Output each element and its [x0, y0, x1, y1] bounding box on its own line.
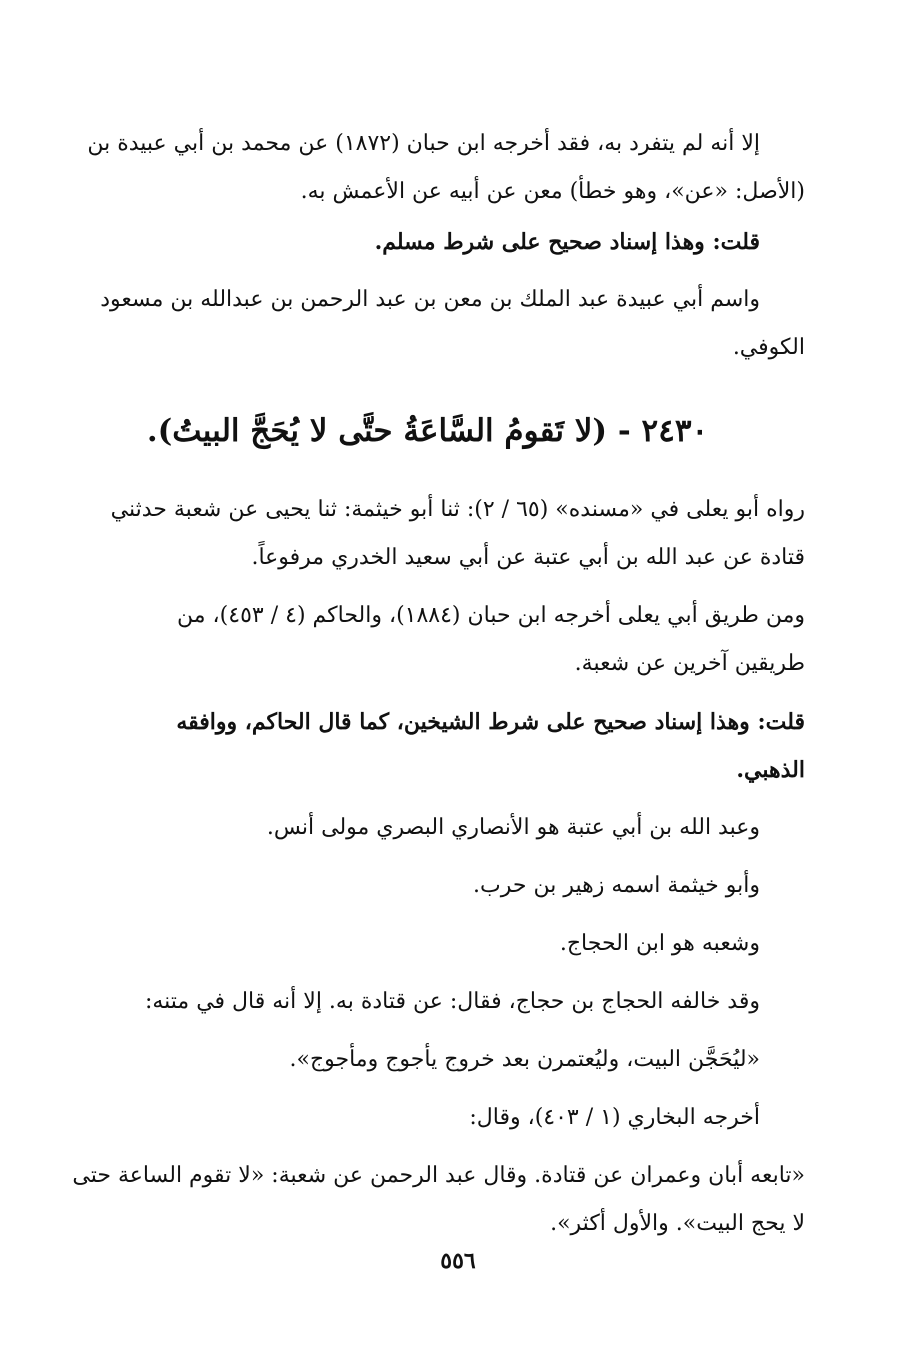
- paragraph-4-line-2: قتادة عن عبد الله بن أبي عتبة عن أبي سعيد الخدري مرفوعاً.: [251, 545, 805, 570]
- paragraph-11: [50, 1036, 805, 1084]
- paragraph-1: [50, 120, 805, 216]
- paragraph-13-line-1: «تابعه أبان وعمران عن قتادة. وقال عبد الرحمن عن شعبة: «لا تقوم الساعة حتى: [72, 1163, 805, 1188]
- paragraph-7-line-1: وعبد الله بن أبي عتبة هو الأنصاري البصري مولى أنس.: [266, 815, 760, 840]
- paragraph-5-line-2: طريقين آخرين عن شعبة.: [574, 651, 805, 676]
- paragraph-5: [50, 592, 805, 688]
- paragraph-13: [50, 1152, 805, 1248]
- paragraph-8: [50, 862, 805, 910]
- paragraph-10: [50, 978, 805, 1026]
- paragraph-4-line-1: رواه أبو يعلى في «مسنده» (٦٥ / ٢): ثنا أبو خيثمة: ثنا يحيى عن شعبة حدثني: [110, 497, 805, 522]
- paragraph-11-line-1: «ليُحَجَّن البيت، وليُعتمرن بعد خروج يأجوج ومأجوج».: [289, 1047, 760, 1072]
- paragraph-3: [50, 276, 805, 372]
- page-body: [50, 120, 805, 1258]
- paragraph-4: [50, 486, 805, 582]
- page-number: ٥٥٦: [440, 1248, 476, 1274]
- paragraph-5-line-1: ومن طريق أبي يعلى أخرجه ابن حبان (١٨٨٤)، والحاكم (٤ / ٤٥٣)، من: [177, 603, 805, 628]
- paragraph-3-line-2: الكوفي.: [732, 335, 805, 360]
- paragraph-10-line-1: وقد خالفه الحجاج بن حجاج، فقال: عن قتادة به. إلا أنه قال في متنه:: [144, 989, 760, 1014]
- hadith-heading: ٢٤٣٠ - (لا تَقومُ السَّاعَةُ حتَّى لا يُحَجَّ البيتُ).: [146, 413, 709, 449]
- paragraph-9-line-1: وشعبه هو ابن الحجاج.: [559, 931, 760, 956]
- paragraph-2-line-1: قلت: وهذا إسناد صحيح على شرط مسلم.: [374, 229, 760, 255]
- paragraph-12-line-1: أخرجه البخاري (١ / ٤٠٣)، وقال:: [469, 1105, 760, 1130]
- paragraph-6: [50, 698, 805, 794]
- paragraph-1-line-2: (الأصل: «عن»، وهو خطأ) معن عن أبيه عن الأعمش به.: [300, 179, 805, 204]
- paragraph-6-line-2: الذهبي.: [736, 757, 805, 783]
- paragraph-12: [50, 1094, 805, 1142]
- paragraph-13-line-2: لا يحج البيت». والأول أكثر».: [550, 1211, 805, 1236]
- paragraph-6-line-1: قلت: وهذا إسناد صحيح على شرط الشيخين، كما قال الحاكم، ووافقه: [176, 709, 805, 735]
- paragraph-8-line-1: وأبو خيثمة اسمه زهير بن حرب.: [473, 873, 760, 898]
- paragraph-2: [50, 218, 805, 266]
- paragraph-1-line-1: إلا أنه لم يتفرد به، فقد أخرجه ابن حبان (١٨٧٢) عن محمد بن أبي عبيدة بن: [87, 131, 760, 156]
- paragraph-7: [50, 804, 805, 852]
- paragraph-9: [50, 920, 805, 968]
- paragraph-3-line-1: واسم أبي عبيدة عبد الملك بن معن بن عبد الرحمن بن عبدالله بن مسعود: [100, 287, 760, 312]
